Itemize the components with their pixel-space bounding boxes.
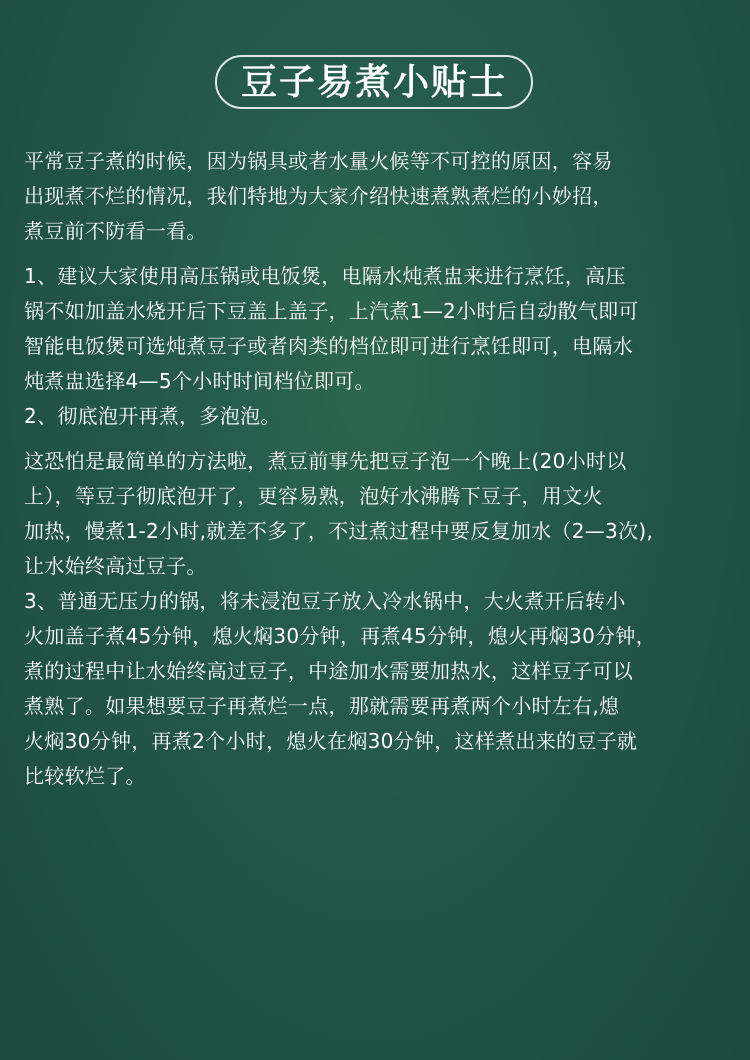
- title-badge: [215, 55, 533, 109]
- text-line: 煮的过程中让水始终高过豆子，中途加水需要加热水，这样豆子可以: [24, 659, 633, 683]
- text-line: 这恐怕是最简单的方法啦，煮豆前事先把豆子泡一个晚上(20小时以: [24, 449, 627, 473]
- text-line: 1、建议大家使用高压锅或电饭煲，电隔水炖煮盅来进行烹饪，高压: [24, 264, 626, 288]
- text-line: 煮熟了。如果想要豆子再煮烂一点，那就需要再煮两个小时左右,熄: [24, 694, 620, 718]
- text-line: 3、普通无压力的锅，将未浸泡豆子放入冷水锅中，大火煮开后转小: [24, 589, 626, 613]
- text-line: 煮豆前不防看一看。: [24, 219, 207, 243]
- tips-2-3-paragraph: [24, 444, 730, 794]
- text-line: 2、彻底泡开再煮，多泡泡。: [24, 404, 281, 428]
- tips-content: [24, 144, 730, 794]
- page-title: 豆子易煮小贴士: [240, 61, 507, 103]
- text-line: 炖煮盅选择4—5个小时时间档位即可。: [24, 369, 375, 393]
- text-line: 比较软烂了。: [24, 764, 146, 788]
- text-line: 智能电饭煲可选炖煮豆子或者肉类的档位即可进行烹饪即可，电隔水: [24, 334, 633, 358]
- text-line: 平常豆子煮的时候，因为锅具或者水量火候等不可控的原因，容易: [24, 149, 613, 173]
- intro-paragraph: [24, 144, 730, 249]
- tips-1-2-paragraph: [24, 259, 730, 434]
- text-line: 加热，慢煮1-2小时,就差不多了，不过煮过程中要反复加水（2—3次),: [24, 519, 654, 543]
- text-line: 出现煮不烂的情况，我们特地为大家介绍快速煮熟煮烂的小妙招，: [24, 184, 613, 208]
- text-line: 火焖30分钟，再煮2个小时，熄火在焖30分钟，这样煮出来的豆子就: [24, 729, 638, 753]
- text-line: 锅不如加盖水烧开后下豆盖上盖子，上汽煮1—2小时后自动散气即可: [24, 299, 639, 323]
- text-line: 火加盖子煮45分钟，熄火焖30分钟，再煮45分钟，熄火再焖30分钟，: [24, 624, 656, 648]
- text-line: 让水始终高过豆子。: [24, 554, 207, 578]
- text-line: 上），等豆子彻底泡开了，更容易熟，泡好水沸腾下豆子，用文火: [24, 484, 603, 508]
